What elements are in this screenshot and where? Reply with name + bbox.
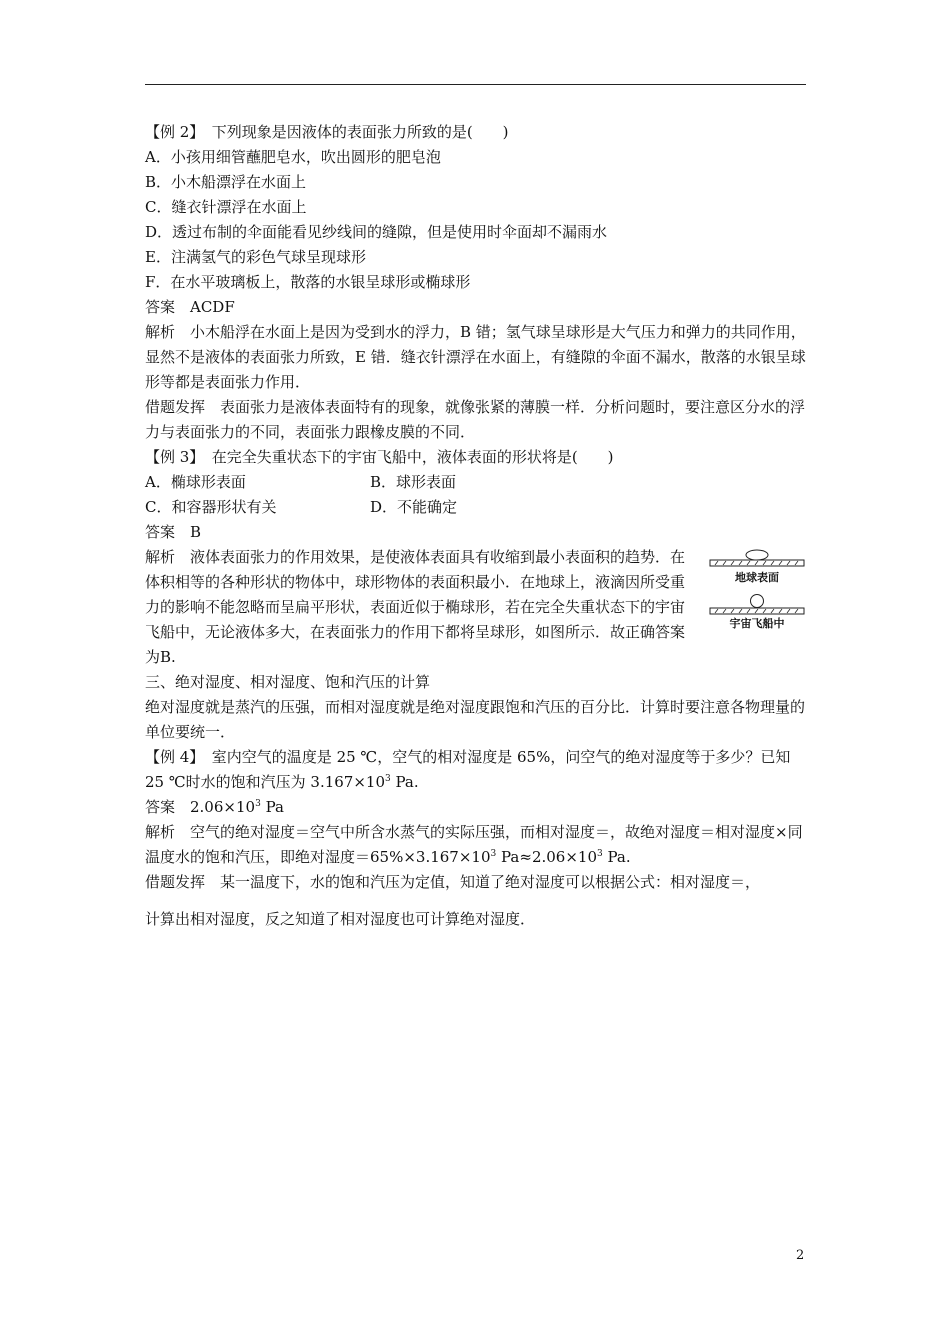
example2-option-d: D．透过布制的伞面能看见纱线间的缝隙，但是使用时伞面却不漏雨水 [145,223,608,241]
example2-option-c: C．缝衣针漂浮在水面上 [145,198,307,216]
example2-option-e: E．注满氢气的彩色气球呈现球形 [145,248,366,266]
header-rule [145,84,806,85]
example4-analysis-mid: Pa≈2.06×10 [496,848,598,866]
example3-header: 【例 3】 在完全失重状态下的宇宙飞船中，液体表面的形状将是( ) [145,448,614,466]
example2-option-f: F．在水平玻璃板上，散落的水银呈球形或椭球形 [145,273,471,291]
example4-answer [145,795,813,820]
example3-answer: 答案 B [145,523,202,541]
page-number: 2 [796,1248,805,1263]
example3-option-c: C．和容器形状有关 [145,498,277,516]
spaceship-label: 宇宙飞船中 [729,617,785,630]
earth-droplet-diagram [707,549,807,571]
example2-option-a: A．小孩用细管蘸肥皂水，吹出圆形的肥皂泡 [145,148,441,166]
section3-intro: 绝对湿度就是蒸汽的压强，而相对湿度就是绝对湿度跟饱和汽压的百分比．计算时要注意各物理量的单位要统一． [145,698,806,741]
example2-analysis: 解析 小木船浮在水面上是因为受到水的浮力，B 错；氢气球呈球形是大气压力和弹力的共同作用，显然不是液体的表面张力所致，E 错．缝衣针漂浮在水面上，有缝隙的伞面不漏水，散落的水银呈球形等都是表面张力作用． [145,323,806,391]
example3-analysis: 解析 液体表面张力的作用效果，是使液体表面具有收缩到最小表面积的趋势．在体积相等的各种形状的物体中，球形物体的表面积最小．在地球上，液滴因所受重力的影响不能忽略而呈扁平形状，表面近似于椭球形，若在完全失重状态下的宇宙飞船中，无论液体多大，在表面张力的作用下都将呈球形，如图所示．故正确答案为B. [145,548,686,666]
spaceship-droplet-diagram [707,593,807,617]
example4-header-text: 【例 4】 室内空气的温度是 25 ℃，空气的相对湿度是 65%，问空气的绝对湿度等于多少？已知 25 ℃时水的饱和汽压为 3.167×10 [145,748,796,791]
droplet-figure [707,549,807,639]
example4-note-continued: 计算出相对湿度，反之知道了相对湿度也可计算绝对湿度． [145,910,536,928]
earth-surface-label: 地球表面 [735,571,779,584]
example2-header: 【例 2】 下列现象是因液体的表面张力所致的是( ) [145,123,509,141]
example2-note: 借题发挥 表面张力是液体表面特有的现象，就像张紧的薄膜一样．分析问题时，要注意区分水的浮力与表面张力的不同，表面张力跟橡皮膜的不同． [145,398,806,441]
example3-option-b: B．球形表面 [370,473,457,491]
example3-options-row2 [145,495,813,520]
example2-option-b: B．小木船漂浮在水面上 [145,173,307,191]
example4-note: 借题发挥 某一温度下，水的饱和汽压为定值，知道了绝对湿度可以根据公式：相对湿度＝， [145,873,761,891]
example4-analysis-exponent-2: 3 [597,849,603,859]
example4-answer-exponent: 3 [255,799,261,809]
example4-header-exponent: 3 [385,774,391,784]
example3-options-row1 [145,470,813,495]
example4-analysis [145,820,813,870]
section3-title: 三、绝对湿度、相对湿度、饱和汽压的计算 [145,673,431,691]
page-content [145,120,813,932]
example4-analysis-end: Pa. [602,848,631,866]
example4-analysis-text: 解析 空气的绝对湿度＝空气中所含水蒸气的实际压强，而相对湿度＝，故绝对湿度＝相对湿度×同温度水的饱和汽压，即绝对湿度＝65%×3.167×10 [145,823,803,866]
example3-option-a: A．椭球形表面 [145,473,246,491]
example4-header [145,745,813,795]
example2-answer: 答案 ACDF [145,298,235,316]
example4-answer-unit: Pa [260,798,284,816]
example3-option-d: D．不能确定 [370,498,458,516]
example4-answer-text: 答案 2.06×10 [145,798,256,816]
example4-header-unit: Pa. [390,773,419,791]
example3-analysis-block [145,545,813,670]
example4-analysis-exponent-1: 3 [490,849,497,859]
